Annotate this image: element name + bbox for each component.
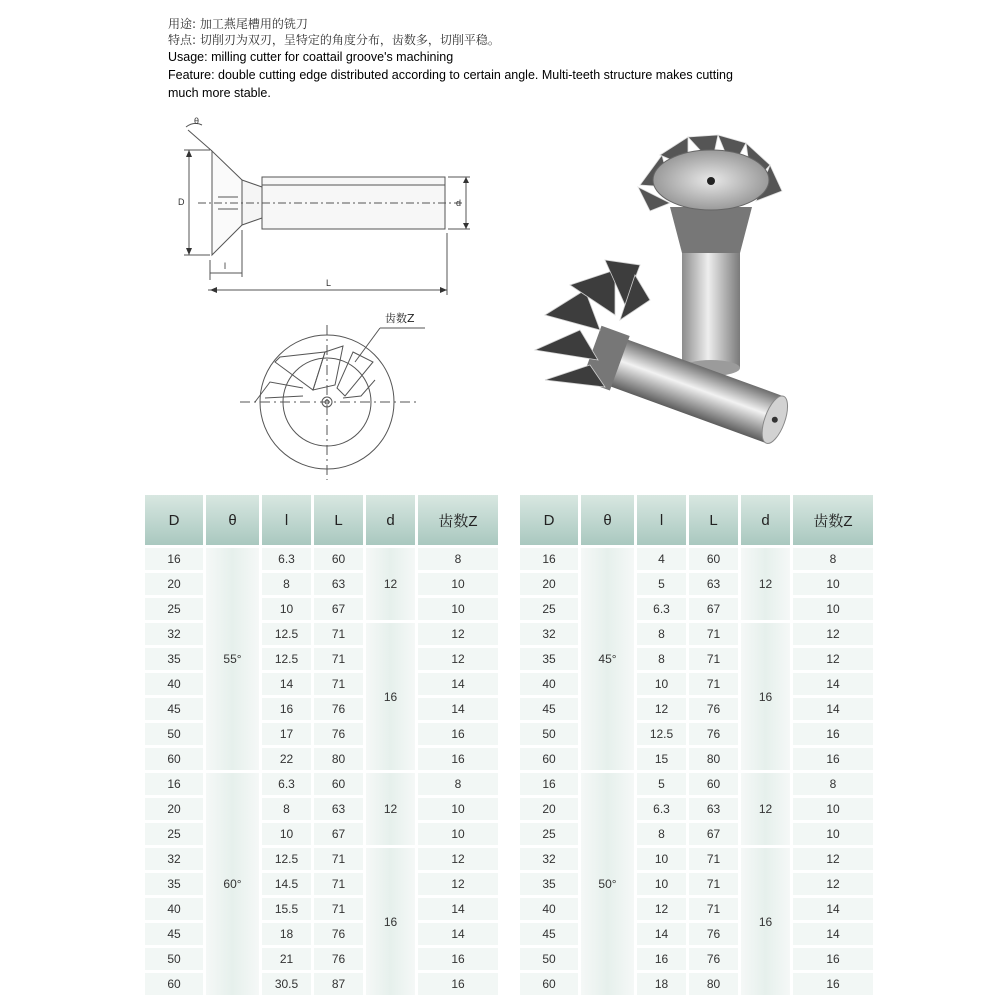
cell-l: 16	[262, 698, 311, 720]
cell-D: 35	[145, 873, 203, 895]
cell-l: 12.5	[262, 848, 311, 870]
cell-l: 8	[262, 798, 311, 820]
table-row	[145, 548, 498, 570]
cell-D: 25	[145, 598, 203, 620]
product-photo	[520, 125, 800, 455]
cell-Z: 8	[793, 773, 873, 795]
cell-l: 8	[637, 648, 686, 670]
cell-Z: 14	[418, 898, 498, 920]
cell-Z: 8	[793, 548, 873, 570]
table-row	[520, 948, 873, 970]
feature-en-line2: much more stable.	[168, 86, 271, 100]
table-row	[145, 623, 498, 645]
cell-l: 6.3	[637, 798, 686, 820]
cell-D: 32	[145, 623, 203, 645]
cell-L: 80	[314, 748, 363, 770]
table-row	[145, 748, 498, 770]
table-header-row	[145, 495, 498, 545]
cell-D: 50	[520, 723, 578, 745]
cell-D: 25	[145, 823, 203, 845]
cell-Z: 10	[793, 598, 873, 620]
usage-cn: 用途: 加工燕尾槽用的铣刀	[168, 17, 308, 31]
cell-D: 45	[145, 698, 203, 720]
cell-Z: 8	[418, 773, 498, 795]
header-teeth: 齿数Z	[793, 495, 873, 545]
table-row	[145, 823, 498, 845]
table-row	[145, 698, 498, 720]
table-row	[520, 873, 873, 895]
cell-l: 21	[262, 948, 311, 970]
cell-Z: 12	[793, 848, 873, 870]
cell-l: 16	[637, 948, 686, 970]
cell-D: 32	[145, 848, 203, 870]
cell-Z: 10	[418, 798, 498, 820]
cell-L: 71	[689, 623, 738, 645]
cell-D: 16	[520, 548, 578, 570]
cell-Z: 12	[793, 623, 873, 645]
table-row	[520, 548, 873, 570]
header-L: L	[689, 495, 738, 545]
cell-L: 76	[689, 723, 738, 745]
cell-l: 22	[262, 748, 311, 770]
cell-Z: 12	[418, 848, 498, 870]
cell-l: 18	[637, 973, 686, 995]
cell-l: 30.5	[262, 973, 311, 995]
table-row	[145, 923, 498, 945]
cell-D: 40	[145, 898, 203, 920]
cell-l: 15.5	[262, 898, 311, 920]
table-row	[520, 698, 873, 720]
feature-cn: 特点: 切削刃为双刃，呈特定的角度分布，齿数多，切削平稳。	[168, 33, 500, 47]
cell-l: 12	[637, 698, 686, 720]
table-row	[145, 723, 498, 745]
header-D: D	[520, 495, 578, 545]
header-l: l	[262, 495, 311, 545]
label-l: l	[224, 261, 226, 271]
header-teeth: 齿数Z	[418, 495, 498, 545]
header-L: L	[314, 495, 363, 545]
cell-Z: 16	[793, 748, 873, 770]
cell-Z: 10	[418, 598, 498, 620]
cell-L: 60	[314, 548, 363, 570]
cell-D: 45	[145, 923, 203, 945]
cell-D: 35	[145, 648, 203, 670]
cell-l: 10	[262, 598, 311, 620]
cell-theta: 45°	[581, 548, 634, 770]
cell-l: 14	[637, 923, 686, 945]
cell-l: 6.3	[262, 773, 311, 795]
table-row	[520, 623, 873, 645]
cell-l: 5	[637, 573, 686, 595]
cell-Z: 16	[418, 948, 498, 970]
cell-Z: 10	[793, 823, 873, 845]
cell-l: 10	[637, 673, 686, 695]
cell-l: 6.3	[262, 548, 311, 570]
table-row	[145, 598, 498, 620]
cell-d: 12	[366, 548, 415, 620]
cell-Z: 16	[793, 948, 873, 970]
cell-L: 71	[314, 623, 363, 645]
table-row	[520, 598, 873, 620]
cell-l: 8	[637, 623, 686, 645]
spec-table-right	[517, 492, 876, 998]
cell-D: 25	[520, 598, 578, 620]
cell-l: 14.5	[262, 873, 311, 895]
cell-D: 60	[520, 748, 578, 770]
cell-L: 76	[314, 723, 363, 745]
cell-d: 12	[741, 773, 790, 845]
cell-Z: 12	[418, 623, 498, 645]
cell-L: 71	[314, 898, 363, 920]
cell-Z: 16	[793, 723, 873, 745]
header-d: d	[366, 495, 415, 545]
cell-l: 12	[637, 898, 686, 920]
cell-L: 60	[689, 773, 738, 795]
cell-L: 60	[689, 548, 738, 570]
cell-Z: 12	[418, 873, 498, 895]
cell-L: 76	[314, 948, 363, 970]
cell-theta: 50°	[581, 773, 634, 995]
cell-D: 35	[520, 873, 578, 895]
cell-L: 67	[689, 823, 738, 845]
cell-l: 4	[637, 548, 686, 570]
cell-L: 76	[314, 698, 363, 720]
cell-Z: 12	[793, 648, 873, 670]
cell-L: 76	[689, 923, 738, 945]
table-row	[145, 773, 498, 795]
table-row	[520, 723, 873, 745]
cell-L: 63	[689, 798, 738, 820]
table-row	[520, 798, 873, 820]
table-row	[520, 923, 873, 945]
cell-l: 6.3	[637, 598, 686, 620]
cell-L: 71	[314, 873, 363, 895]
cell-L: 71	[314, 848, 363, 870]
table-row	[520, 748, 873, 770]
cell-D: 60	[145, 748, 203, 770]
cell-l: 8	[637, 823, 686, 845]
cell-theta: 55°	[206, 548, 259, 770]
cell-L: 80	[689, 973, 738, 995]
cell-D: 45	[520, 923, 578, 945]
cell-D: 50	[145, 948, 203, 970]
table-row	[520, 848, 873, 870]
usage-en: Usage: milling cutter for coattail groove's machining	[168, 50, 454, 64]
cell-d: 16	[366, 623, 415, 770]
front-view-drawing	[225, 300, 440, 485]
cell-Z: 8	[418, 548, 498, 570]
cell-D: 50	[520, 948, 578, 970]
table-header-row	[520, 495, 873, 545]
cell-Z: 14	[793, 898, 873, 920]
cell-L: 71	[689, 673, 738, 695]
cell-L: 60	[314, 773, 363, 795]
table-row	[520, 573, 873, 595]
label-teeth: 齿数Z	[385, 312, 415, 325]
feature-en-line1: Feature: double cutting edge distributed according to certain angle. Multi-teeth structure makes cutting	[168, 68, 733, 82]
cell-D: 16	[145, 548, 203, 570]
table-row	[145, 648, 498, 670]
header-l: l	[637, 495, 686, 545]
cell-d: 12	[741, 548, 790, 620]
table-row	[145, 848, 498, 870]
cell-D: 35	[520, 648, 578, 670]
cell-d: 16	[741, 623, 790, 770]
table-row	[145, 973, 498, 995]
cell-Z: 14	[418, 698, 498, 720]
cell-Z: 16	[418, 973, 498, 995]
table-row	[520, 823, 873, 845]
cell-L: 63	[689, 573, 738, 595]
cell-L: 67	[314, 823, 363, 845]
cell-Z: 12	[418, 648, 498, 670]
cell-l: 18	[262, 923, 311, 945]
cell-l: 15	[637, 748, 686, 770]
spec-table-left	[142, 492, 501, 998]
cell-D: 45	[520, 698, 578, 720]
cell-L: 67	[689, 598, 738, 620]
cell-D: 20	[520, 798, 578, 820]
cell-l: 5	[637, 773, 686, 795]
cell-Z: 14	[418, 673, 498, 695]
cell-L: 71	[689, 898, 738, 920]
cell-l: 8	[262, 573, 311, 595]
cell-D: 16	[145, 773, 203, 795]
intro-text	[168, 16, 868, 102]
cell-d: 16	[366, 848, 415, 995]
cell-theta: 60°	[206, 773, 259, 995]
cell-Z: 14	[793, 698, 873, 720]
header-theta: θ	[206, 495, 259, 545]
table-row	[145, 573, 498, 595]
cell-l: 17	[262, 723, 311, 745]
label-d: d	[456, 198, 462, 208]
cell-l: 10	[637, 848, 686, 870]
cell-D: 20	[145, 573, 203, 595]
cell-Z: 14	[793, 923, 873, 945]
cell-Z: 14	[793, 673, 873, 695]
cell-D: 50	[145, 723, 203, 745]
table-row	[520, 673, 873, 695]
cell-D: 40	[520, 898, 578, 920]
cell-D: 40	[520, 673, 578, 695]
cell-L: 80	[689, 748, 738, 770]
table-row	[520, 648, 873, 670]
cell-L: 63	[314, 573, 363, 595]
label-L: L	[326, 278, 332, 288]
table-row	[520, 973, 873, 995]
table-row	[145, 873, 498, 895]
cell-d: 12	[366, 773, 415, 845]
cell-Z: 10	[793, 573, 873, 595]
table-row	[145, 948, 498, 970]
cell-L: 71	[314, 673, 363, 695]
cell-Z: 10	[418, 573, 498, 595]
table-row	[145, 673, 498, 695]
cell-Z: 16	[418, 723, 498, 745]
cell-D: 32	[520, 623, 578, 645]
cell-l: 14	[262, 673, 311, 695]
cell-D: 60	[520, 973, 578, 995]
cell-D: 60	[145, 973, 203, 995]
cell-L: 71	[689, 873, 738, 895]
cell-L: 67	[314, 598, 363, 620]
cell-Z: 10	[418, 823, 498, 845]
cell-Z: 14	[418, 923, 498, 945]
cell-D: 20	[145, 798, 203, 820]
cell-l: 10	[262, 823, 311, 845]
cell-L: 76	[314, 923, 363, 945]
cell-L: 87	[314, 973, 363, 995]
cell-D: 25	[520, 823, 578, 845]
cell-Z: 16	[418, 748, 498, 770]
cell-l: 10	[637, 873, 686, 895]
cell-L: 71	[689, 848, 738, 870]
cell-D: 20	[520, 573, 578, 595]
cell-D: 32	[520, 848, 578, 870]
cell-L: 63	[314, 798, 363, 820]
table-row	[520, 898, 873, 920]
table-row	[145, 898, 498, 920]
cell-D: 16	[520, 773, 578, 795]
table-row	[520, 773, 873, 795]
cell-L: 76	[689, 948, 738, 970]
cell-Z: 10	[793, 798, 873, 820]
cell-L: 76	[689, 698, 738, 720]
header-D: D	[145, 495, 203, 545]
table-row	[145, 798, 498, 820]
header-theta: θ	[581, 495, 634, 545]
label-theta: θ	[194, 116, 200, 126]
cell-Z: 12	[793, 873, 873, 895]
cell-l: 12.5	[262, 648, 311, 670]
cell-l: 12.5	[262, 623, 311, 645]
side-view-drawing	[170, 115, 490, 300]
header-d: d	[741, 495, 790, 545]
cell-d: 16	[741, 848, 790, 995]
cell-L: 71	[314, 648, 363, 670]
cell-Z: 16	[793, 973, 873, 995]
cell-L: 71	[689, 648, 738, 670]
cell-l: 12.5	[637, 723, 686, 745]
cell-D: 40	[145, 673, 203, 695]
label-D: D	[178, 197, 185, 207]
